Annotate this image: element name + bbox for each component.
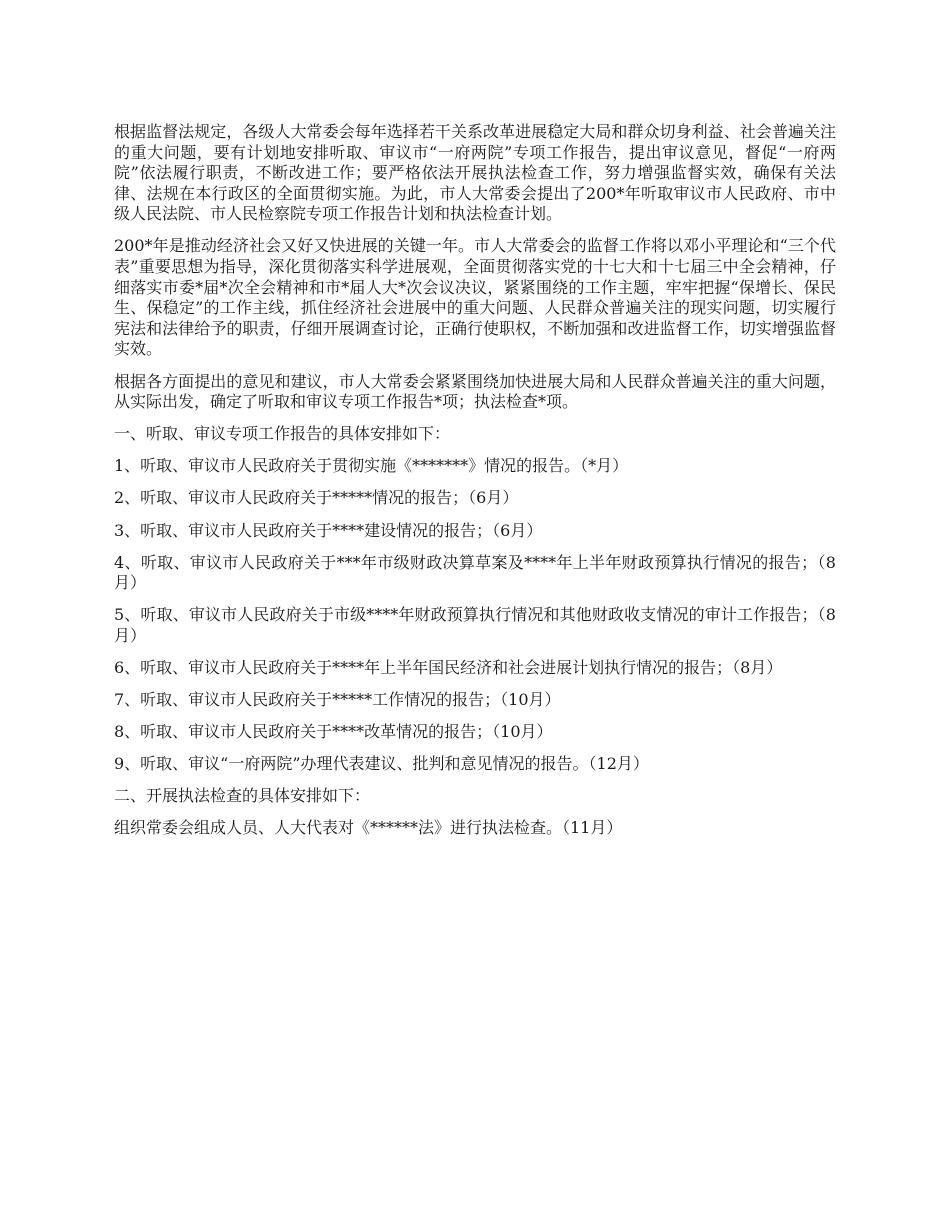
report-item-3: 3、听取、审议市人民政府关于****建设情况的报告；（6月）	[114, 520, 543, 540]
context-paragraph: 200*年是推动经济社会又好又快进展的关键一年。市人大常委会的监督工作将以邓小平理论和“三个代表”重要思想为指导，深化贯彻落实科学进展观，全面贯彻落实党的十七大和十七届三中全会精神，仔细落实市委*届*次全会精神和市*届人大*次会议决议，紧紧围绕的工作主题，牢牢把握“保增长、保民生、保稳定”的工作主线，抓住经济社会进展中的重大问题、人民群众普遍关注的现实问题，切实履行宪法和法律给予的职责，仔细开展调查讨论，正确行使职权，不断加强和改进监督工作，切实增强监督实效。	[114, 236, 836, 359]
report-item-1: 1、听取、审议市人民政府关于贯彻实施《*******》情况的报告。（*月）	[114, 456, 629, 476]
report-item-9: 9、听取、审议“一府两院”办理代表建议、批判和意见情况的报告。（12月）	[114, 754, 649, 774]
report-item-6: 6、听取、审议市人民政府关于****年上半年国民经济和社会进展计划执行情况的报告；（8月）	[114, 657, 783, 677]
report-item-8: 8、听取、审议市人民政府关于****改革情况的报告；（10月）	[114, 722, 553, 742]
intro-paragraph: 根据监督法规定，各级人大常委会每年选择若干关系改革进展稳定大局和群众切身利益、社会普遍关注的重大问题，要有计划地安排听取、审议市“一府两院”专项工作报告，提出审议意见，督促“一府两院”依法履行职责，不断改进工作；要严格依法开展执法检查工作，努力增强监督实效，确保有关法律、法规在本行政区的全面贯彻实施。为此，市人大常委会提出了200*年听取审议市人民政府、市中级人民法院、市人民检察院专项工作报告计划和执法检查计划。	[114, 122, 836, 224]
section-heading-reports: 一、听取、审议专项工作报告的具体安排如下：	[114, 424, 451, 444]
document-body	[114, 122, 836, 851]
section-heading-inspection: 二、开展执法检查的具体安排如下：	[114, 786, 371, 806]
report-item-7: 7、听取、审议市人民政府关于*****工作情况的报告；（10月）	[114, 690, 561, 710]
summary-paragraph: 根据各方面提出的意见和建议，市人大常委会紧紧围绕加快进展大局和人民群众普遍关注的重大问题，从实际出发，确定了听取和审议专项工作报告*项；执法检查*项。	[114, 371, 836, 412]
report-item-4: 4、听取、审议市人民政府关于***年市级财政决算草案及****年上半年财政预算执行情况的报告；（8月）	[114, 552, 836, 593]
report-item-5: 5、听取、审议市人民政府关于市级****年财政预算执行情况和其他财政收支情况的审计工作报告；（8月）	[114, 605, 836, 645]
report-item-2: 2、听取、审议市人民政府关于*****情况的报告；（6月）	[114, 488, 519, 508]
inspection-item: 组织常委会组成人员、人大代表对《******法》进行执法检查。（11月）	[114, 818, 623, 838]
